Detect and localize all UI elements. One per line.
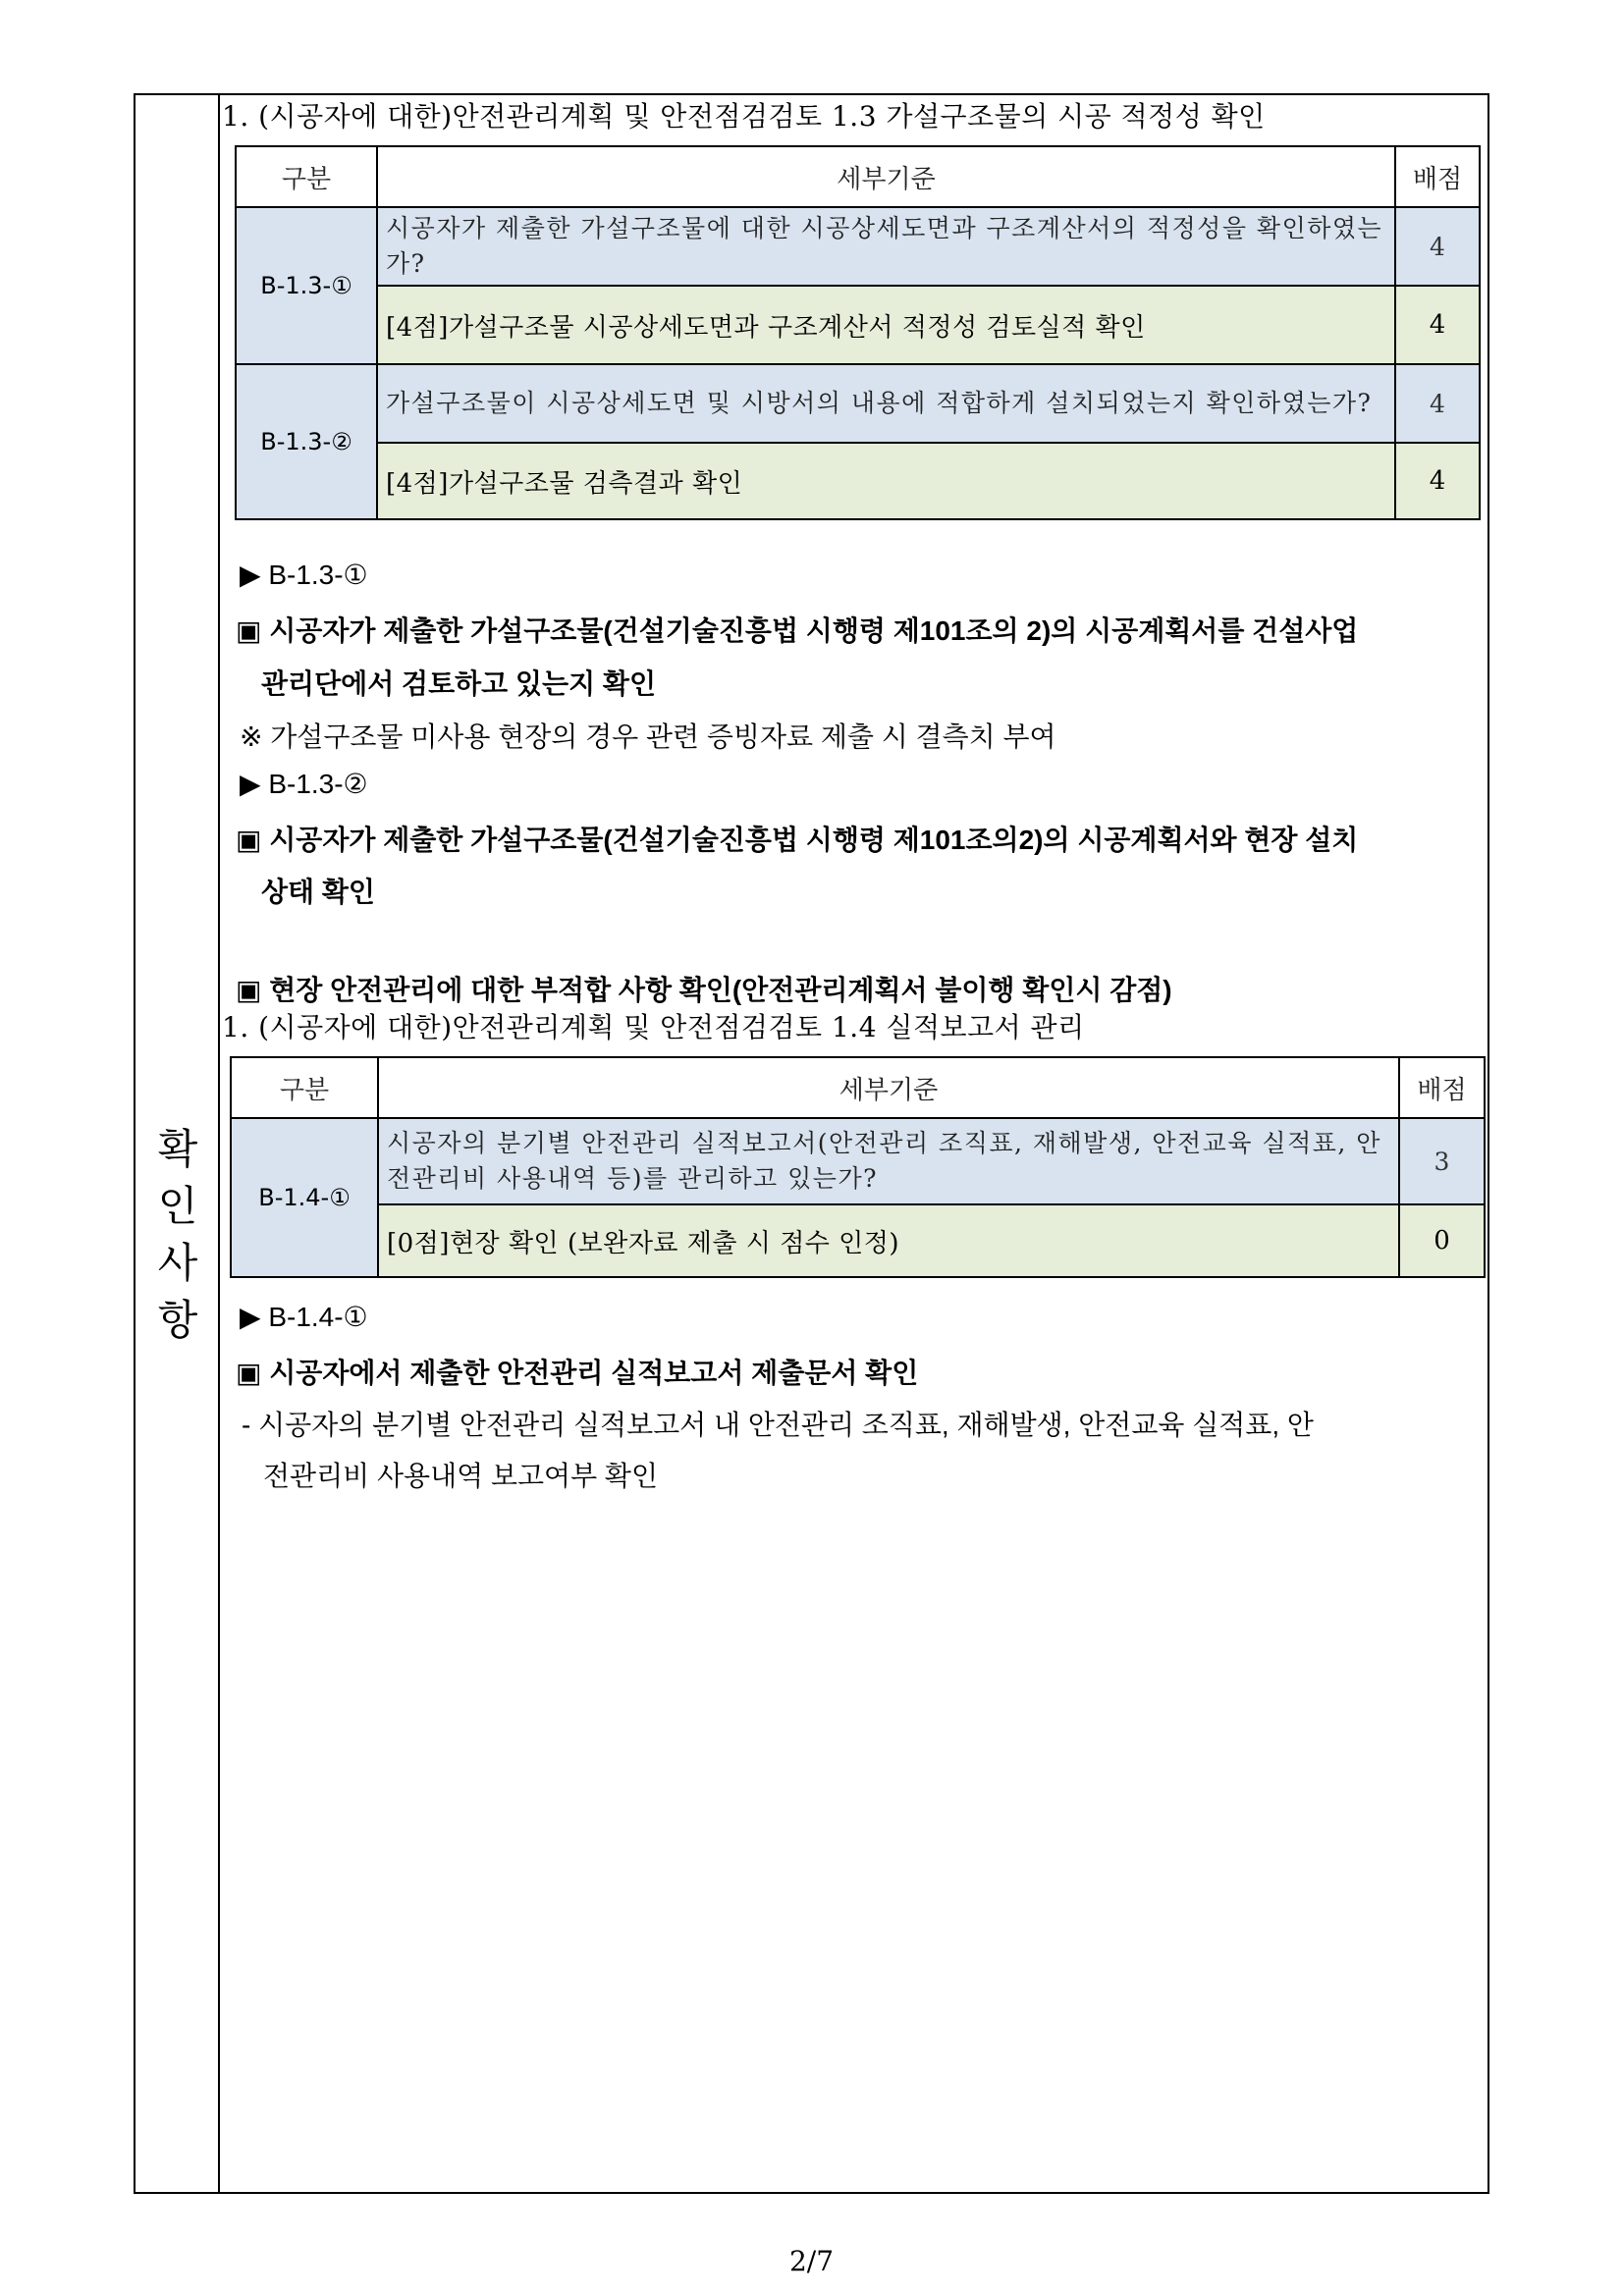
page-frame: [134, 93, 1489, 2194]
side-label-char: 확: [157, 1125, 198, 1173]
note-line: 관리단에서 검토하고 있는지 확인: [261, 668, 657, 699]
header-criteria: 세부기준: [378, 1057, 1399, 1118]
header-criteria: 세부기준: [377, 146, 1395, 207]
note-line: ▣ 시공자에서 제출한 안전관리 실적보고서 제출문서 확인: [236, 1358, 919, 1388]
item-answer-score: 4: [1395, 286, 1480, 364]
bullet-b-1-3-1: ▶ B-1.3-①: [240, 560, 368, 590]
side-label: [135, 1121, 220, 1349]
side-label-char: 항: [157, 1296, 198, 1344]
bullet-b-1-4-1: ▶ B-1.4-①: [240, 1302, 368, 1332]
note-remark: ※ 가설구조물 미사용 현장의 경우 관련 증빙자료 제출 시 결측치 부여: [240, 721, 1056, 752]
item-code: B-1.3-②: [236, 364, 377, 519]
header-score: 배점: [1395, 146, 1480, 207]
item-answer: [4점]가설구조물 검측결과 확인: [377, 443, 1395, 519]
bullet-b-1-3-2: ▶ B-1.3-②: [240, 769, 368, 799]
header-category: 구분: [231, 1057, 378, 1118]
header-category: 구분: [236, 146, 377, 207]
item-question: 가설구조물이 시공상세도면 및 시방서의 내용에 적합하게 설치되었는지 확인하였는가?: [377, 364, 1395, 443]
item-answer-score: 0: [1399, 1204, 1485, 1277]
section-title-1-4: 1. (시공자에 대한)안전관리계획 및 안전점검검토 1.4 실적보고서 관리: [222, 1011, 1085, 1043]
field-check-line: ▣ 현장 안전관리에 대한 부적합 사항 확인(안전관리계획서 불이행 확인시 감점): [236, 975, 1172, 1005]
side-label-char: 사: [157, 1239, 198, 1287]
item-question-score: 4: [1395, 207, 1480, 286]
note-line: 전관리비 사용내역 보고여부 확인: [263, 1461, 659, 1491]
item-code: B-1.3-①: [236, 207, 377, 364]
item-question: 시공자의 분기별 안전관리 실적보고서(안전관리 조직표, 재해발생, 안전교육 실적표, 안전관리비 사용내역 등)를 관리하고 있는가?: [378, 1118, 1399, 1204]
note-line: - 시공자의 분기별 안전관리 실적보고서 내 안전관리 조직표, 재해발생, 안전교육 실적표, 안: [242, 1410, 1314, 1440]
side-label-char: 인: [157, 1182, 198, 1230]
item-answer: [0점]현장 확인 (보완자료 제출 시 점수 인정): [378, 1204, 1399, 1277]
note-line: 상태 확인: [261, 877, 375, 907]
header-score: 배점: [1399, 1057, 1485, 1118]
item-answer-score: 4: [1395, 443, 1480, 519]
criteria-table-1-3: [235, 145, 1481, 520]
item-question-score: 3: [1399, 1118, 1485, 1204]
item-question: 시공자가 제출한 가설구조물에 대한 시공상세도면과 구조계산서의 적정성을 확인하였는가?: [377, 207, 1395, 286]
note-line: ▣ 시공자가 제출한 가설구조물(건설기술진흥법 시행령 제101조의2)의 시공계획서와 현장 설치: [236, 825, 1359, 855]
item-code: B-1.4-①: [231, 1118, 378, 1277]
section-title-1-3: 1. (시공자에 대한)안전관리계획 및 안전점검검토 1.3 가설구조물의 시공 적정성 확인: [222, 100, 1266, 133]
page-number: 2/7: [788, 2245, 835, 2277]
side-column: [135, 95, 220, 2192]
item-answer: [4점]가설구조물 시공상세도면과 구조계산서 적정성 검토실적 확인: [377, 286, 1395, 364]
item-question-score: 4: [1395, 364, 1480, 443]
content-area: [222, 95, 1488, 2192]
note-line: ▣ 시공자가 제출한 가설구조물(건설기술진흥법 시행령 제101조의 2)의 시공계획서를 건설사업: [236, 615, 1359, 646]
criteria-table-1-4: [230, 1056, 1486, 1278]
